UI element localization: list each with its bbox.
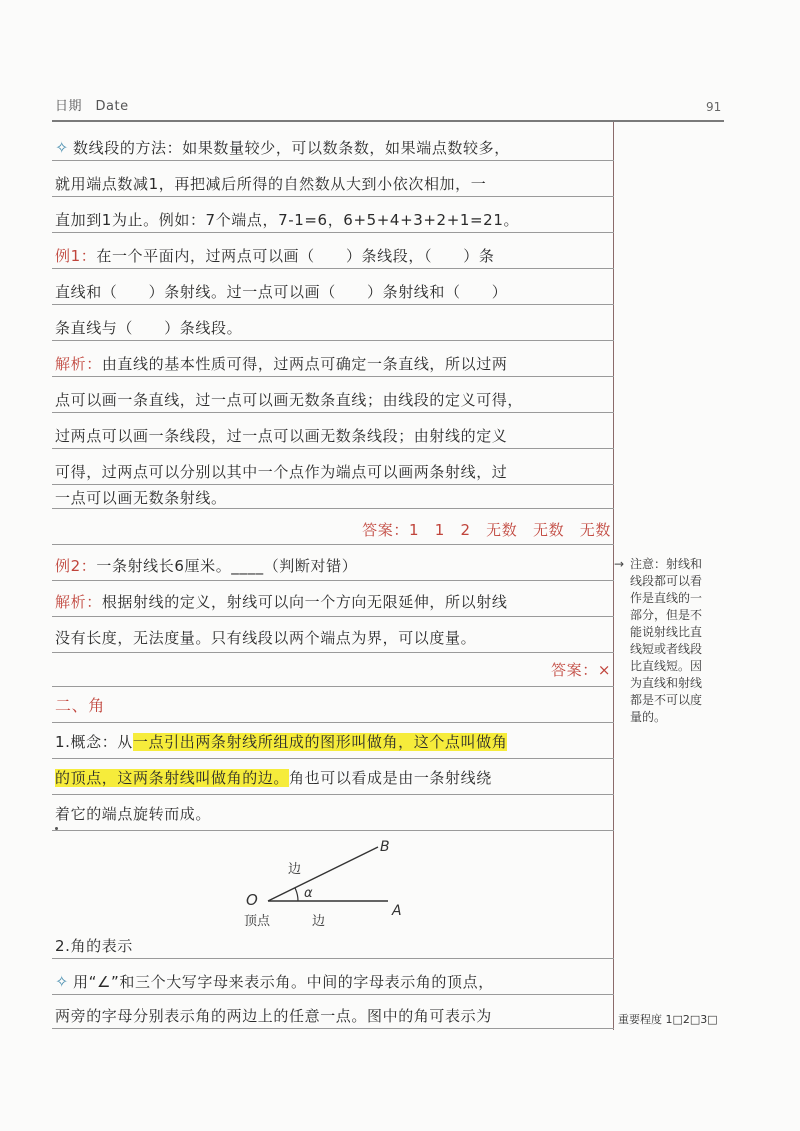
ruled-line [52, 160, 614, 161]
ruled-line [52, 448, 614, 449]
example-label: 例2： [55, 557, 97, 575]
label-alpha: α [304, 886, 313, 901]
side-note-line: 注意：射线和 [630, 557, 703, 571]
example-1-line: 例1：在一个平面内，过两点可以画（ ）条线段，（ ）条 [55, 247, 495, 265]
text-line: 可得，过两点可以分别以其中一个点作为端点可以画两条射线，过 [55, 463, 508, 481]
text-line: 就用端点数减1，再把减后所得的自然数从大到小依次相加，一 [55, 175, 487, 193]
analysis-2-line: 解析：根据射线的定义，射线可以向一个方向无限延伸，所以射线 [55, 593, 508, 611]
side-note-line: 部分，但是不 [630, 608, 703, 622]
label-o: O [246, 891, 258, 909]
label-side-lower: 边 [312, 914, 326, 929]
analysis-label: 解析： [55, 355, 102, 373]
angle-arc [295, 888, 298, 901]
ruled-line [52, 412, 614, 413]
ruled-line [52, 484, 614, 485]
text-line: 两旁的字母分别表示角的两边上的任意一点。图中的角可表示为 [55, 1007, 492, 1025]
star-icon: ✧ [55, 972, 70, 991]
ruled-line [52, 196, 614, 197]
ruled-line [52, 508, 614, 509]
text-line: 条直线与（ ）条线段。 [55, 319, 243, 337]
example-label: 例1： [55, 247, 97, 265]
representation-title: 2.角的表示 [55, 937, 133, 955]
concept-line: 着它的端点旋转而成。 [55, 805, 212, 823]
angle-diagram [220, 835, 420, 935]
ruled-line [52, 722, 614, 723]
example-2-line: 例2：一条射线长6厘米。____（判断对错） [55, 557, 358, 575]
star-icon: ✧ [55, 138, 70, 157]
ruled-line [52, 830, 614, 831]
side-note-line: 为直线和射线 [630, 676, 703, 690]
side-note-line: 能说射线比直 [630, 625, 703, 639]
text-line: 直加到1为止。例如：7个端点，7-1=6，6+5+4+3+2+1=21。 [55, 211, 520, 229]
ruled-line [52, 544, 614, 545]
ray-ob [268, 847, 378, 901]
text-line: ✧ 用“∠”和三个大写字母来表示角。中间的字母表示角的顶点， [55, 972, 494, 991]
ruled-line [52, 268, 614, 269]
highlighted-text: 的顶点，这两条射线叫做角的边。 [55, 769, 290, 787]
ruled-line [52, 958, 614, 959]
label-vertex: 顶点 [244, 914, 271, 929]
ruled-line [52, 1028, 614, 1029]
text-line: ✧ 数线段的方法：如果数量较少，可以数条数，如果端点数较多， [55, 138, 510, 157]
answer-2: 答案：× [551, 661, 611, 679]
side-note-line: 作是直线的一 [630, 591, 703, 605]
ruled-line [52, 994, 614, 995]
analysis-label: 解析： [55, 593, 102, 611]
label-side-upper: 边 [288, 862, 302, 877]
arrow-icon: → [614, 557, 625, 571]
side-note-line: 都是不可以度 [630, 693, 703, 707]
label-b: B [380, 839, 390, 855]
text-line: 直线和（ ）条射线。过一点可以画（ ）条射线和（ ） [55, 283, 508, 301]
date-label: 日期 Date [55, 99, 129, 114]
text-line: 点可以画一条直线，过一点可以画无数条直线；由线段的定义可得， [55, 391, 524, 409]
concept-line: 的顶点，这两条射线叫做角的边。角也可以看成是由一条射线绕 [55, 769, 492, 787]
ruled-line [52, 340, 614, 341]
ruled-line [52, 686, 614, 687]
ruled-line [52, 616, 614, 617]
dot-mark [55, 827, 58, 830]
ruled-line [52, 758, 614, 759]
text-line: 一点可以画无数条射线。 [55, 489, 227, 507]
text-line: 过两点可以画一条线段，过一点可以画无数条线段；由射线的定义 [55, 427, 508, 445]
analysis-1-line: 解析：由直线的基本性质可得，过两点可确定一条直线，所以过两 [55, 355, 508, 373]
highlighted-text: 一点引出两条射线所组成的图形叫做角，这个点叫做角 [132, 733, 508, 751]
ruled-line [52, 304, 614, 305]
side-note-line: 线短或者线段 [630, 642, 703, 656]
answer-1: 答案：1 1 2 无数 无数 无数 [362, 521, 611, 539]
ruled-line [52, 794, 614, 795]
side-note-line: 线段都可以看 [630, 574, 703, 588]
text-line: 没有长度，无法度量。只有线段以两个端点为界，可以度量。 [55, 629, 477, 647]
header-rule [52, 120, 724, 122]
ruled-line [52, 232, 614, 233]
label-a: A [392, 903, 402, 919]
section-heading: 二、角 [55, 696, 105, 715]
importance-rating: 重要程度 1□2□3□ [618, 1013, 718, 1026]
ruled-line [52, 580, 614, 581]
concept-line: 1.概念：从一点引出两条射线所组成的图形叫做角，这个点叫做角 [55, 733, 508, 751]
page-number: 91 [706, 100, 722, 114]
side-note-line: 比直线短。因 [630, 659, 703, 673]
side-note-line: 量的。 [630, 710, 667, 724]
ruled-line [52, 652, 614, 653]
margin-line [613, 122, 614, 1030]
ruled-line [52, 376, 614, 377]
